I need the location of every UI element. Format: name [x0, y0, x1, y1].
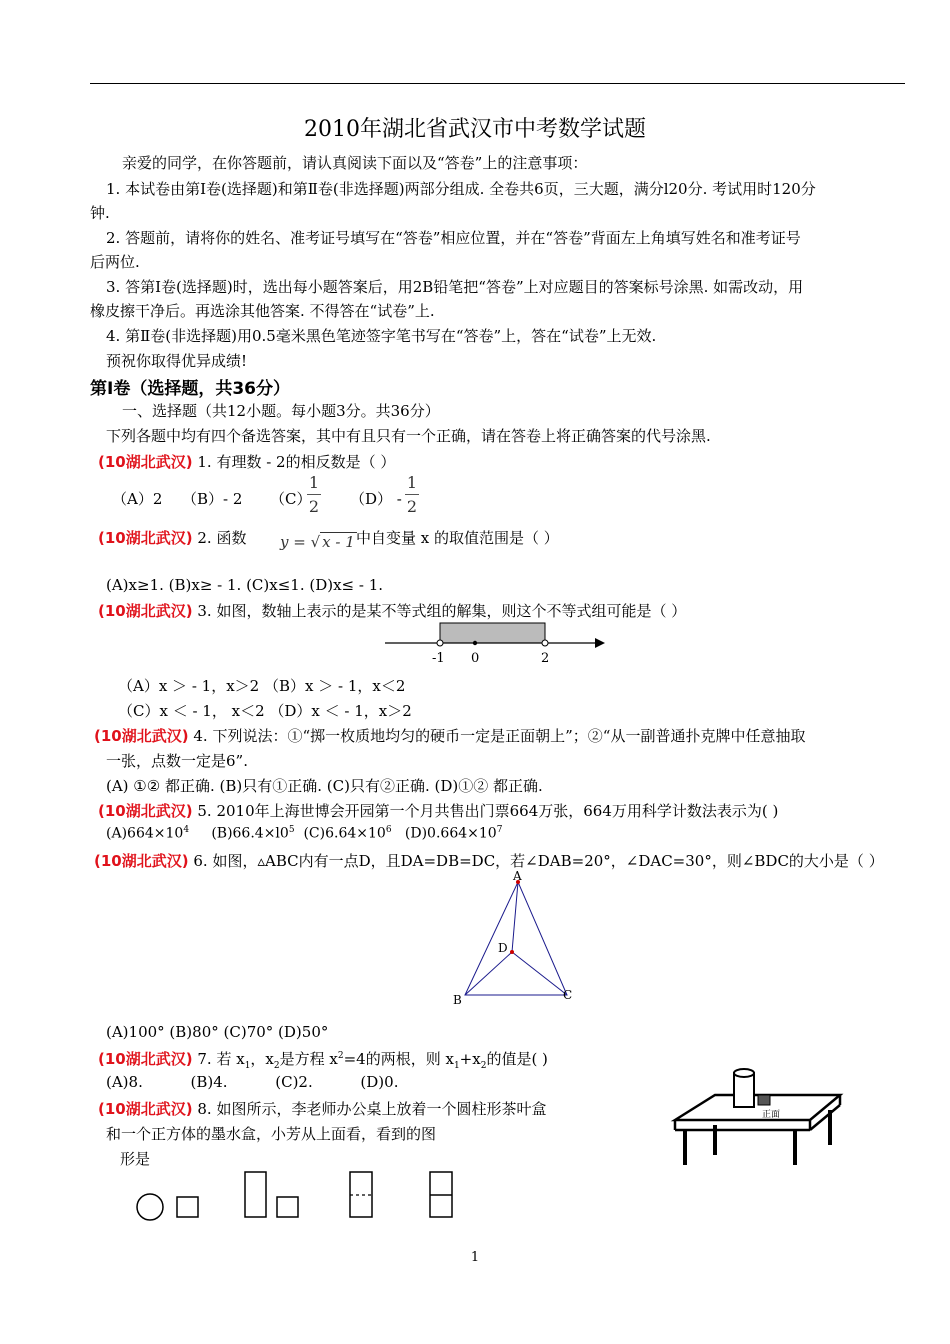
- segment-bd: [465, 952, 512, 995]
- q7-stem-e: +x: [459, 1050, 481, 1068]
- triangle-abc: [465, 882, 567, 995]
- q5-option-b-exp: 5: [288, 825, 295, 835]
- open-point-minus1: [437, 640, 443, 646]
- q4-source-tag: (10湖北武汉): [94, 727, 189, 745]
- q4-stem-b: 一张，点数一定是6”.: [106, 752, 248, 770]
- q2-line: [98, 527, 246, 548]
- q7-sub-2: 2: [273, 1061, 280, 1071]
- q3-options-cd: （C）x ＜ - 1， x＜2 （D）x ＜ - 1，x＞2: [118, 702, 412, 720]
- q8-stem-c: 形是: [120, 1150, 151, 1168]
- q8-stem-b: 和一个正方体的墨水盒，小芳从上面看，看到的图: [106, 1125, 437, 1143]
- q2-stem-a: 2. 函数: [197, 529, 247, 547]
- note-3a: 3. 答第Ⅰ卷(选择题)时，选出每小题答案后，用2B铅笔把“答卷”上对应题目的答案标号涂黑. 如需改动，用: [106, 278, 804, 296]
- q8-line: [98, 1098, 546, 1119]
- point-d: [510, 950, 514, 954]
- q7-stem-b: ，x: [250, 1050, 274, 1068]
- q7-stem-d: =4的两根，则 x: [343, 1050, 454, 1068]
- label-c: C: [563, 988, 573, 1002]
- tick-label-2: 2: [541, 651, 550, 666]
- instructions: 下列各题中均有四个备选答案，其中有且只有一个正确，请在答卷上将正确答案的代号涂黑.: [106, 427, 711, 445]
- q2-formula: y = √ x - 1: [280, 533, 355, 551]
- q1-d-den: 2: [406, 497, 418, 516]
- q5-option-c-exp: 6: [385, 825, 392, 835]
- section1-heading: 一、选择题（共12小题。每小题3分。共36分）: [122, 402, 440, 420]
- q2-formula-lhs: y =: [280, 533, 306, 551]
- q5-option-a-exp: 4: [183, 825, 190, 835]
- q2-source-tag: (10湖北武汉): [98, 529, 193, 547]
- q1-option-c: （C）: [270, 490, 312, 508]
- q1-stem: 1. 有理数 - 2的相反数是（ ）: [197, 453, 396, 471]
- q8-source-tag: (10湖北武汉): [98, 1100, 193, 1118]
- q1-fraction-d: [405, 473, 419, 516]
- wish-text: 预祝你取得优异成绩!: [106, 352, 248, 370]
- intro-greeting: 亲爱的同学，在你答题前，请认真阅读下面以及“答卷”上的注意事项：: [122, 154, 588, 172]
- q5-option-a: (A)664×10: [106, 825, 184, 842]
- q7-line: [98, 1048, 548, 1071]
- note-3b: 橡皮擦干净后。再选涂其他答案. 不得答在“试卷”上.: [90, 302, 435, 320]
- q5-option-d-exp: 7: [496, 825, 503, 835]
- q7-sub-3: 1: [453, 1061, 460, 1071]
- desk-figure: [665, 1065, 855, 1175]
- q1-option-d: （D） -: [350, 490, 402, 508]
- q7-sub-1: 1: [244, 1061, 251, 1071]
- q7-stem-a: 7. 若 x: [197, 1050, 245, 1068]
- q4-line: [94, 725, 805, 746]
- solution-interval: [440, 623, 545, 643]
- q2-formula-radicand: x - 1: [322, 533, 355, 551]
- q7-source-tag: (10湖北武汉): [98, 1050, 193, 1068]
- q8-stem-a: 8. 如图所示，李老师办公桌上放着一个圆柱形茶叶盒: [197, 1100, 547, 1118]
- top-rule: [90, 83, 905, 84]
- q5-stem: 5. 2010年上海世博会开园第一个月共售出门票664万张，664万用科学计数法表示为( ): [197, 802, 779, 820]
- q1-source-tag: (10湖北武汉): [98, 453, 193, 471]
- option-a-square: [177, 1197, 198, 1217]
- q3-stem: 3. 如图，数轴上表示的是某不等式组的解集，则这个不等式组可能是（ ）: [197, 602, 687, 620]
- q6-source-tag: (10湖北武汉): [94, 852, 189, 870]
- q7-sub-4: 2: [480, 1061, 487, 1071]
- q2-stem-b: 中自变量 x 的取值范围是（ ）: [356, 529, 559, 547]
- option-b-square: [277, 1197, 298, 1217]
- number-line-figure: [380, 618, 610, 668]
- table-front-label: 正面: [762, 1110, 781, 1120]
- q7-sup: 2: [337, 1051, 344, 1061]
- q5-option-d: (D)0.664×10: [404, 825, 497, 842]
- note-1a: 1. 本试卷由第Ⅰ卷(选择题)和第Ⅱ卷(非选择题)两部分组成. 全卷共6页，三大题，满分l20分. 考试用时120分: [106, 180, 816, 198]
- q5-option-b: (B)66.4×l0: [211, 825, 289, 842]
- q6-options: (A)100° (B)80° (C)70° (D)50°: [106, 1023, 329, 1041]
- option-a-circle: [137, 1194, 163, 1220]
- q5-options: [106, 825, 502, 842]
- option-b-rect: [245, 1172, 266, 1217]
- q1-c-num: 1: [308, 473, 320, 492]
- tick-label-0: 0: [471, 651, 480, 666]
- q5-option-c: (C)6.64×10: [303, 825, 386, 842]
- note-2a: 2. 答题前，请将你的姓名、准考证号填写在“答卷”相应位置，并在“答卷”背面左上角填写姓名和准考证号: [106, 229, 801, 247]
- page-title: 2010年湖北省武汉市中考数学试题: [304, 117, 646, 142]
- label-b: B: [453, 993, 462, 1007]
- note-2b: 后两位.: [90, 253, 140, 271]
- q4-stem-a: 4. 下列说法：①“掷一枚质地均匀的硬币一定是正面朝上”；②“从一副普通扑克牌中任意抽取: [193, 727, 806, 745]
- q7-options: (A)8. (B)4. (C)2. (D)0.: [106, 1073, 399, 1091]
- axis-arrow: [595, 638, 605, 648]
- q6-stem: 6. 如图，▵ABC内有一点D，且DA=DB=DC，若∠DAB=20°，∠DAC=30°，则∠BDC的大小是（ ）: [193, 852, 884, 870]
- tea-cylinder: [734, 1073, 754, 1107]
- q8-answer-figures: [130, 1165, 470, 1230]
- note-1b: 钟.: [90, 204, 110, 222]
- page-number: 1: [470, 1250, 480, 1265]
- q2-options: (A)x≥1. (B)x≥ - 1. (C)x≤1. (D)x≤ - 1.: [106, 576, 384, 594]
- q1-option-a: （A）2: [112, 490, 163, 508]
- part1-heading: 第Ⅰ卷（选择题，共36分）: [90, 379, 290, 399]
- q3-source-tag: (10湖北武汉): [98, 602, 193, 620]
- q7-stem-c: 是方程 x: [279, 1050, 338, 1068]
- q3-options-ab: （A）x ＞ - 1，x＞2 （B）x ＞ - 1，x＜2: [118, 677, 406, 695]
- q1-line: [98, 451, 395, 472]
- segment-cd: [512, 952, 567, 995]
- q5-source-tag: (10湖北武汉): [98, 802, 193, 820]
- label-a: A: [513, 869, 522, 883]
- q1-fraction-c: [307, 473, 321, 516]
- note-4: 4. 第Ⅱ卷(非选择题)用0.5毫米黑色笔迹签字笔书写在“答卷”上，答在“试卷”上无效.: [106, 327, 657, 345]
- q1-d-num: 1: [406, 473, 418, 492]
- q4-options: (A) ①② 都正确. (B)只有①正确. (C)只有②正确. (D)①② 都正确.: [106, 777, 543, 795]
- q7-stem-f: 的值是( ): [486, 1050, 548, 1068]
- label-d: D: [498, 941, 508, 955]
- q1-option-b: （B）- 2: [182, 490, 243, 508]
- tick-label-minus1: -1: [432, 651, 445, 666]
- origin-point: [473, 641, 477, 645]
- q1-c-den: 2: [308, 497, 320, 516]
- open-point-2: [542, 640, 548, 646]
- q5-line: [98, 800, 778, 821]
- triangle-figure: [445, 868, 585, 1008]
- ink-cube: [758, 1095, 770, 1105]
